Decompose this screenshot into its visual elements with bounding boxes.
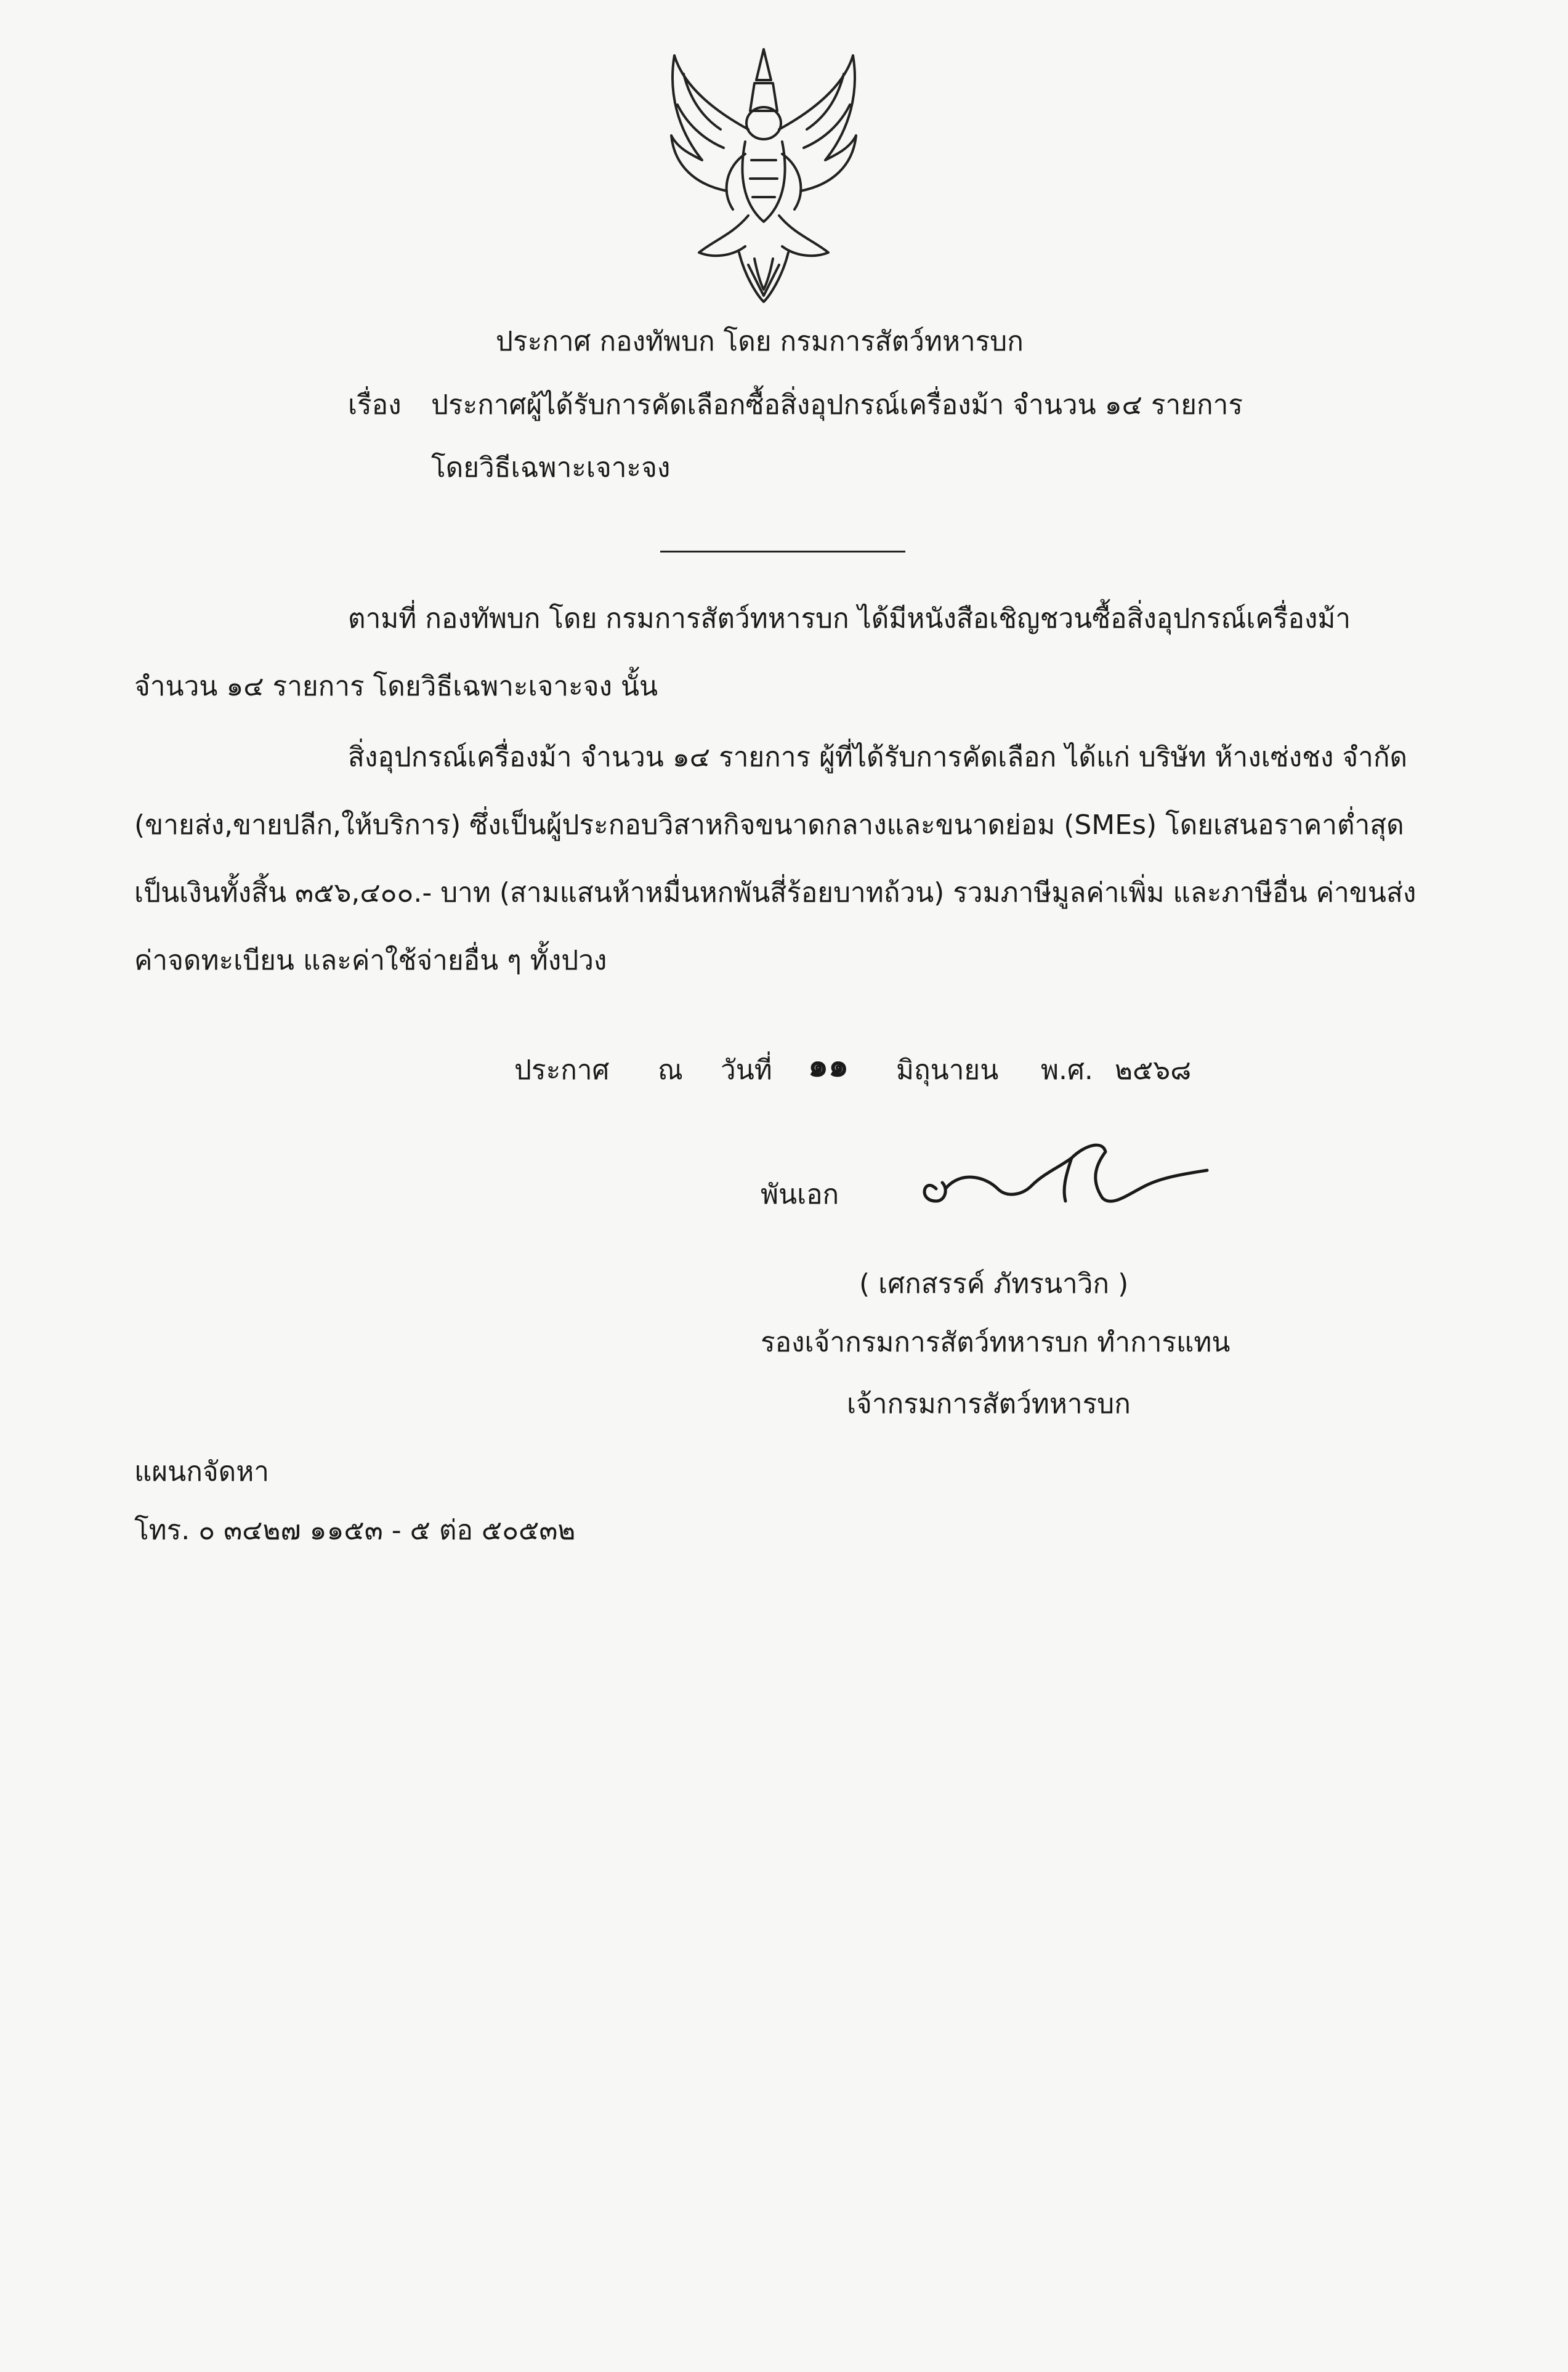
paragraph-1-line-2: จำนวน ๑๔ รายการ โดยวิธีเฉพาะเจาะจง นั้น [134, 671, 658, 702]
paragraph-2-line-1: สิ่งอุปกรณ์เครื่องม้า จำนวน ๑๔ รายการ ผู้ที่ได้รับการคัดเลือก ได้แก่ บริษัท ห้างเซ่งชง จำกัด [348, 742, 1408, 773]
announcement-title: ประกาศ กองทัพบก โดย กรมการสัตว์ทหารบก [496, 326, 1024, 357]
subject-line-2: โดยวิธีเฉพาะเจาะจง [431, 452, 671, 484]
signer-position-2: เจ้ากรมการสัตว์ทหารบก [847, 1388, 1131, 1420]
date-month: มิถุนายน [896, 1054, 999, 1086]
date-year: ๒๕๖๘ [1115, 1054, 1192, 1086]
date-announce: ประกาศ [514, 1054, 610, 1086]
paragraph-2-line-2: (ขายส่ง,ขายปลีก,ให้บริการ) ซึ่งเป็นผู้ประกอบวิสาหกิจขนาดกลางและขนาดย่อม (SMEs) โดยเสนอราคาต่ำสุด [134, 809, 1404, 841]
signer-position-1: รองเจ้ากรมการสัตว์ทหารบก ทำการแทน [761, 1327, 1231, 1358]
signer-rank: พันเอก [761, 1179, 839, 1210]
date-day: ๑๑ [808, 1047, 849, 1084]
date-day-label: วันที่ [721, 1054, 772, 1086]
date-year-label: พ.ศ. [1041, 1054, 1093, 1086]
subject-line-1: ประกาศผู้ได้รับการคัดเลือกซื้อสิ่งอุปกรณ์เครื่องม้า จำนวน ๑๔ รายการ [431, 389, 1243, 421]
date-at: ณ [658, 1054, 683, 1086]
paragraph-1-line-1: ตามที่ กองทัพบก โดย กรมการสัตว์ทหารบก ได้มีหนังสือเชิญชวนซื้อสิ่งอุปกรณ์เครื่องม้า [348, 603, 1351, 634]
handwritten-signature [899, 1121, 1219, 1232]
signer-name: ( เศกสรรค์ ภัทรนาวิก ) [859, 1268, 1129, 1300]
paragraph-2-line-3: เป็นเงินทั้งสิ้น ๓๕๖,๔๐๐.- บาท (สามแสนห้าหมื่นหกพันสี่ร้อยบาทถ้วน) รวมภาษีมูลค่าเพิ่ม และภาษีอื่น ค่าขนส่ง [134, 877, 1416, 909]
subject-label: เรื่อง [348, 389, 402, 421]
header-divider [660, 551, 905, 553]
paragraph-2-line-4: ค่าจดทะเบียน และค่าใช้จ่ายอื่น ๆ ทั้งปวง [134, 945, 607, 976]
contact-phone: โทร. ๐ ๓๔๒๗ ๑๑๕๓ - ๕ ต่อ ๕๐๕๓๒ [134, 1515, 576, 1546]
garuda-emblem-icon [641, 37, 887, 308]
issuing-division: แผนกจัดหา [134, 1456, 269, 1488]
